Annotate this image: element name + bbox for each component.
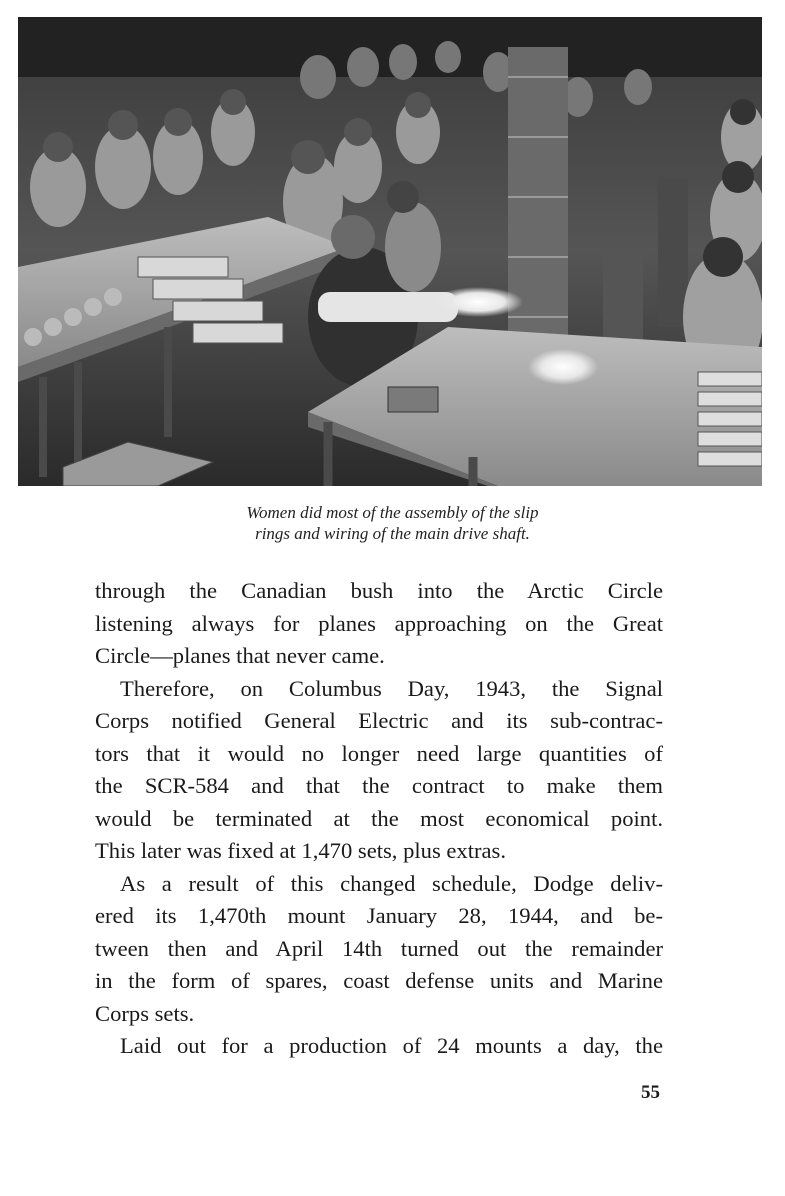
text-line: the SCR-584 and that the contract to make them <box>95 773 663 798</box>
paragraph-1 <box>95 575 663 673</box>
paragraph-3 <box>95 868 663 1031</box>
paragraph-2 <box>95 673 663 868</box>
text-line: Corps notified General Electric and its sub-contrac- <box>95 708 663 733</box>
photo-caption <box>0 502 785 544</box>
text-line: tween then and April 14th turned out the remainder <box>95 935 663 961</box>
text-line: This later was fixed at 1,470 sets, plus extras. <box>95 838 506 863</box>
text-line: would be terminated at the most economical point. <box>95 805 663 831</box>
text-line: tors that it would no longer need large quantities of <box>95 740 663 766</box>
text-line: Therefore, on Columbus Day, 1943, the Signal <box>120 675 663 701</box>
text-line: listening always for planes approaching on the Great <box>95 610 663 636</box>
body-text <box>95 575 663 1063</box>
page-number: 55 <box>641 1082 660 1103</box>
caption-line-2: rings and wiring of the main drive shaft. <box>255 524 530 543</box>
factory-photo-drawing <box>18 17 762 486</box>
text-line: in the form of spares, coast defense units and Marine <box>95 968 663 993</box>
text-line: Corps sets. <box>95 1000 195 1026</box>
factory-photo <box>18 17 762 486</box>
text-line: Laid out for a production of 24 mounts a day, the <box>120 1033 663 1058</box>
text-line: through the Canadian bush into the Arctic Circle <box>95 578 663 603</box>
text-line: Circle—planes that never came. <box>95 643 385 668</box>
text-line: As a result of this changed schedule, Dodge deliv- <box>120 870 663 896</box>
caption-line-1: Women did most of the assembly of the slip <box>246 503 539 522</box>
text-line: ered its 1,470th mount January 28, 1944, and be- <box>95 903 663 928</box>
paragraph-4 <box>95 1030 663 1063</box>
